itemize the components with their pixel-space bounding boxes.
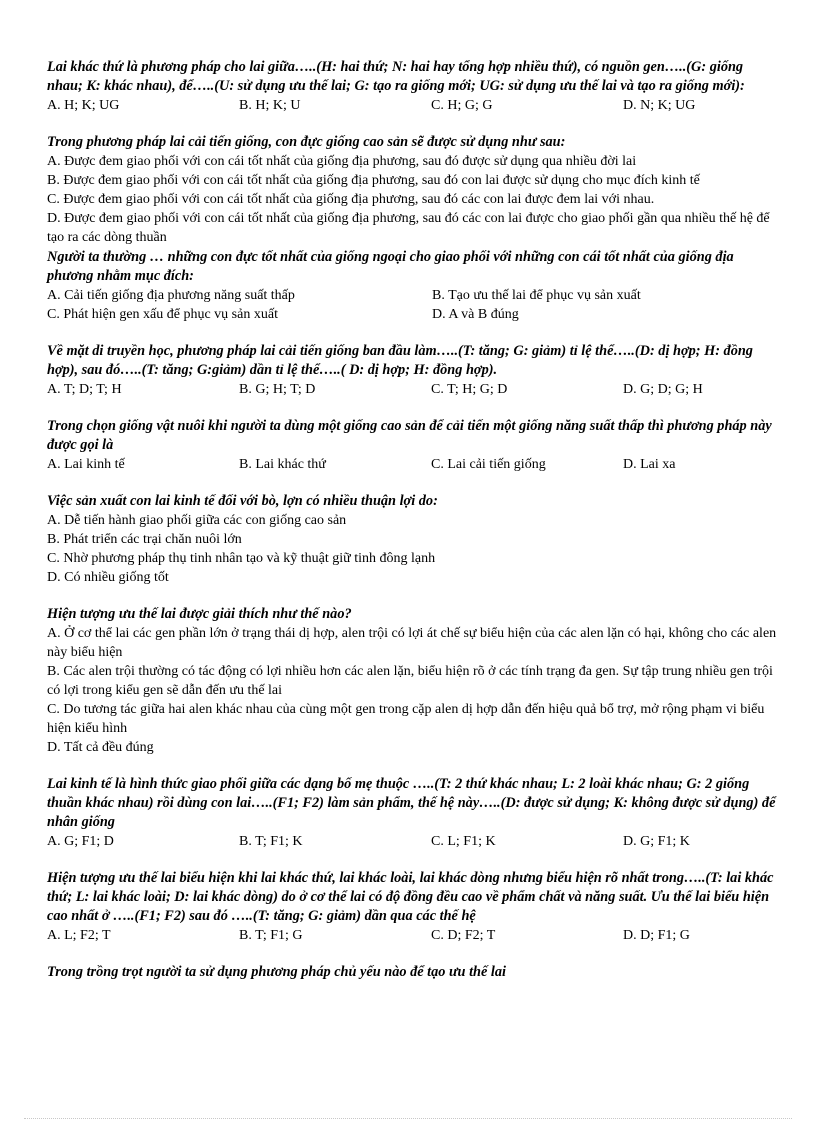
- option-a[interactable]: A. Dễ tiến hành giao phối giữa các con giống cao sản: [47, 513, 347, 528]
- page-bottom-divider: [24, 1118, 792, 1119]
- option-b[interactable]: B. Tạo ưu thế lai để phục vụ sản xuất: [432, 288, 641, 303]
- option-a[interactable]: A. Ở cơ thể lai các gen phần lớn ở trạng thái dị hợp, alen trội có lợi át chế sự biểu hiện của các alen lặn có hại, không cho các alen này biểu hiện: [47, 626, 777, 660]
- option-b[interactable]: B. G; H; T; D: [239, 382, 316, 397]
- option-a[interactable]: A. Được đem giao phối với con cái tốt nhất của giống địa phương, sau đó được sử dụng qua nhiều đời lai: [47, 154, 637, 169]
- question-5: [47, 417, 777, 474]
- option-d[interactable]: D. D; F1; G: [623, 928, 690, 943]
- option-c[interactable]: C. Được đem giao phối với con cái tốt nhất của giống địa phương, sau đó các con lai được đem lai với nhau.: [47, 192, 655, 207]
- option-c[interactable]: C. H; G; G: [431, 98, 493, 113]
- option-a[interactable]: A. H; K; UG: [47, 98, 120, 113]
- question-2: [47, 133, 777, 247]
- option-c[interactable]: C. T; H; G; D: [431, 382, 508, 397]
- option-d[interactable]: D. Tất cả đều đúng: [47, 740, 154, 755]
- question-6: [47, 492, 777, 587]
- question-3: [47, 248, 777, 324]
- question-stem: Hiện tượng ưu thế lai biểu hiện khi lai khác thứ, lai khác loài, lai khác dòng nhưng biểu hiện rõ nhất trong…..(T: lai khác thứ; L: lai khác loài; D: lai khác dòng) do ở cơ thể lai có độ đồng đều cao về phẩm chất và năng suất. Ưu thế lai biểu hiện cao nhất ở …..(F1; F2) sau đó …..(T: tăng; G: giảm) dần qua các thế hệ: [47, 870, 774, 924]
- question-8: [47, 775, 777, 851]
- option-a[interactable]: A. Lai kinh tế: [47, 457, 125, 472]
- question-stem: Việc sản xuất con lai kinh tế đối với bò, lợn có nhiều thuận lợi do:: [47, 493, 438, 509]
- options-row: [47, 832, 777, 851]
- options-row: [47, 455, 777, 474]
- question-9: [47, 869, 777, 945]
- question-stem: Lai kinh tế là hình thức giao phối giữa các dạng bố mẹ thuộc …..(T: 2 thứ khác nhau; L: 2 loài khác nhau; G: 2 giống thuần khác nhau) rồi dùng con lai…..(F1; F2) làm sản phẩm, thế hệ này…..(D: được sử dụng; K: không được sử dụng) để nhân giống: [47, 776, 776, 830]
- option-b[interactable]: B. Phát triển các trại chăn nuôi lớn: [47, 532, 242, 547]
- option-a[interactable]: A. L; F2; T: [47, 928, 111, 943]
- option-c[interactable]: C. Do tương tác giữa hai alen khác nhau của cùng một gen trong cặp alen dị hợp dẫn đến hiệu quả bổ trợ, mở rộng phạm vi biểu hiện kiểu hình: [47, 702, 765, 736]
- question-stem: Hiện tượng ưu thế lai được giải thích như thế nào?: [47, 606, 352, 622]
- option-c[interactable]: C. Nhờ phương pháp thụ tinh nhân tạo và kỹ thuật giữ tinh đông lạnh: [47, 551, 436, 566]
- option-a[interactable]: A. Cải tiến giống địa phương năng suất thấp: [47, 288, 295, 303]
- option-d[interactable]: D. Được đem giao phối với con cái tốt nhất của giống địa phương, sau đó các con lai được cho giao phối gần qua nhiều thế hệ để tạo ra các dòng thuần: [47, 211, 770, 245]
- question-stem: Trong chọn giống vật nuôi khi người ta dùng một giống cao sản để cải tiến một giống năng suất thấp thì phương pháp này được gọi là: [47, 418, 772, 453]
- question-10: [47, 963, 777, 982]
- option-b[interactable]: B. T; F1; K: [239, 834, 303, 849]
- option-c[interactable]: C. L; F1; K: [431, 834, 496, 849]
- option-a[interactable]: A. T; D; T; H: [47, 382, 122, 397]
- document-page: [47, 58, 777, 1000]
- option-b[interactable]: B. Các alen trội thường có tác động có lợi nhiều hơn các alen lặn, biểu hiện rõ ở các tính trạng đa gen. Sự tập trung nhiều gen trội có lợi trong kiểu gen sẽ dẫn đến ưu thế lai: [47, 664, 773, 698]
- option-d[interactable]: D. Có nhiều giống tốt: [47, 570, 169, 585]
- option-b[interactable]: B. Được đem giao phối với con cái tốt nhất của giống địa phương, sau đó con lai được sử dụng cho mục đích kinh tế: [47, 173, 700, 188]
- question-stem: Người ta thường … những con đực tốt nhất của giống ngoại cho giao phối với những con cái tốt nhất của giống địa phương nhằm mục đích:: [47, 249, 734, 284]
- question-stem: Trong trồng trọt người ta sử dụng phương pháp chủ yếu nào để tạo ưu thế lai: [47, 964, 507, 980]
- option-b[interactable]: B. T; F1; G: [239, 928, 303, 943]
- question-4: [47, 342, 777, 399]
- option-c[interactable]: C. D; F2; T: [431, 928, 496, 943]
- option-d[interactable]: D. G; F1; K: [623, 834, 690, 849]
- question-7: [47, 605, 777, 757]
- option-b[interactable]: B. H; K; U: [239, 98, 301, 113]
- option-c[interactable]: C. Phát hiện gen xấu để phục vụ sản xuất: [47, 307, 278, 322]
- question-stem: Lai khác thứ là phương pháp cho lai giữa…..(H: hai thứ; N: hai hay tổng hợp nhiều thứ), có nguồn gen…..(G: giống nhau; K: khác nhau), để…..(U: sử dụng ưu thế lai; G: tạo ra giống mới; UG: sử dụng ưu thế lai và tạo ra giống mới):: [47, 59, 745, 94]
- option-d[interactable]: D. A và B đúng: [432, 307, 519, 322]
- option-a[interactable]: A. G; F1; D: [47, 834, 114, 849]
- options-grid: [47, 286, 777, 324]
- options-row: [47, 380, 777, 399]
- options-row: [47, 926, 777, 945]
- option-c[interactable]: C. Lai cải tiến giống: [431, 457, 546, 472]
- option-d[interactable]: D. Lai xa: [623, 457, 676, 472]
- question-stem: Trong phương pháp lai cải tiến giống, con đực giống cao sản sẽ được sử dụng như sau:: [47, 134, 566, 150]
- question-stem: Về mặt di truyền học, phương pháp lai cải tiến giống ban đầu làm…..(T: tăng; G: giảm) tỉ lệ thể…..(D: dị hợp; H: đồng hợp), sau đó…..(T: tăng; G:giảm) dần tỉ lệ thể…..( D: dị hợp; H: đồng hợp).: [47, 343, 753, 378]
- options-row: [47, 96, 777, 115]
- option-b[interactable]: B. Lai khác thứ: [239, 457, 326, 472]
- option-d[interactable]: D. G; D; G; H: [623, 382, 703, 397]
- option-d[interactable]: D. N; K; UG: [623, 98, 696, 113]
- question-1: [47, 58, 777, 115]
